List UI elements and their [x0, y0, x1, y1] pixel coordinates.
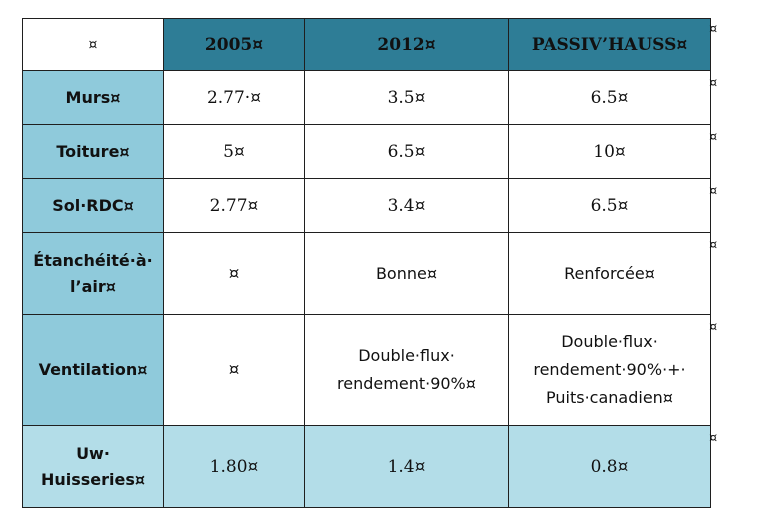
row-label-line: Uw· — [76, 443, 110, 463]
table-cell: 6.5¤ — [305, 125, 509, 179]
table-cell: ¤ — [164, 315, 305, 426]
row-label-sol-rdc: Sol·RDC¤ — [23, 179, 164, 233]
row-label-etancheite — [23, 233, 164, 315]
table-cell: 1.80¤ — [164, 426, 305, 508]
table-cell: 6.5¤ — [509, 179, 711, 233]
header-row — [23, 19, 711, 71]
cell-line: rendement·90%·+· — [533, 360, 686, 379]
table-cell: 6.5¤ — [509, 71, 711, 125]
header-2005: 2005¤ — [164, 19, 305, 71]
row-end-mark: ¤ — [709, 320, 718, 335]
row-label-line: Huisseries¤ — [40, 469, 146, 489]
table-row — [23, 233, 711, 315]
corner-cell: ¤ — [23, 19, 164, 71]
table-cell: 2.77¤ — [164, 179, 305, 233]
header-passivhauss: PASSIV’HAUSS¤ — [509, 19, 711, 71]
row-end-mark: ¤ — [709, 130, 718, 145]
row-label-line: Étanchéité·à· — [33, 250, 153, 270]
table-cell: Renforcée¤ — [509, 233, 711, 315]
row-end-mark: ¤ — [709, 184, 718, 199]
comparison-table — [22, 18, 711, 508]
row-end-mark: ¤ — [709, 22, 718, 37]
table-cell: 0.8¤ — [509, 426, 711, 508]
cell-line: Double·flux· — [358, 346, 455, 365]
table-cell: 2.77·¤ — [164, 71, 305, 125]
row-label-uw-huisseries — [23, 426, 164, 508]
table-row — [23, 71, 711, 125]
row-label-murs: Murs¤ — [23, 71, 164, 125]
table-cell: 3.4¤ — [305, 179, 509, 233]
table-cell: 3.5¤ — [305, 71, 509, 125]
row-end-mark: ¤ — [709, 431, 718, 446]
row-label-ventilation: Ventilation¤ — [23, 315, 164, 426]
table-cell — [509, 315, 711, 426]
table-cell: ¤ — [164, 233, 305, 315]
table-row — [23, 125, 711, 179]
table-row — [23, 426, 711, 508]
table-cell: 1.4¤ — [305, 426, 509, 508]
row-end-mark: ¤ — [709, 76, 718, 91]
row-label-toiture: Toiture¤ — [23, 125, 164, 179]
cell-line: Double·flux· — [561, 332, 658, 351]
table-cell — [305, 315, 509, 426]
table-cell: 10¤ — [509, 125, 711, 179]
row-label-line: l’air¤ — [70, 276, 116, 296]
table-row — [23, 315, 711, 426]
table-cell: Bonne¤ — [305, 233, 509, 315]
table-row — [23, 179, 711, 233]
header-2012: 2012¤ — [305, 19, 509, 71]
cell-line: rendement·90%¤ — [337, 374, 476, 393]
cell-line: Puits·canadien¤ — [546, 388, 673, 407]
table-cell: 5¤ — [164, 125, 305, 179]
row-end-mark: ¤ — [709, 238, 718, 253]
